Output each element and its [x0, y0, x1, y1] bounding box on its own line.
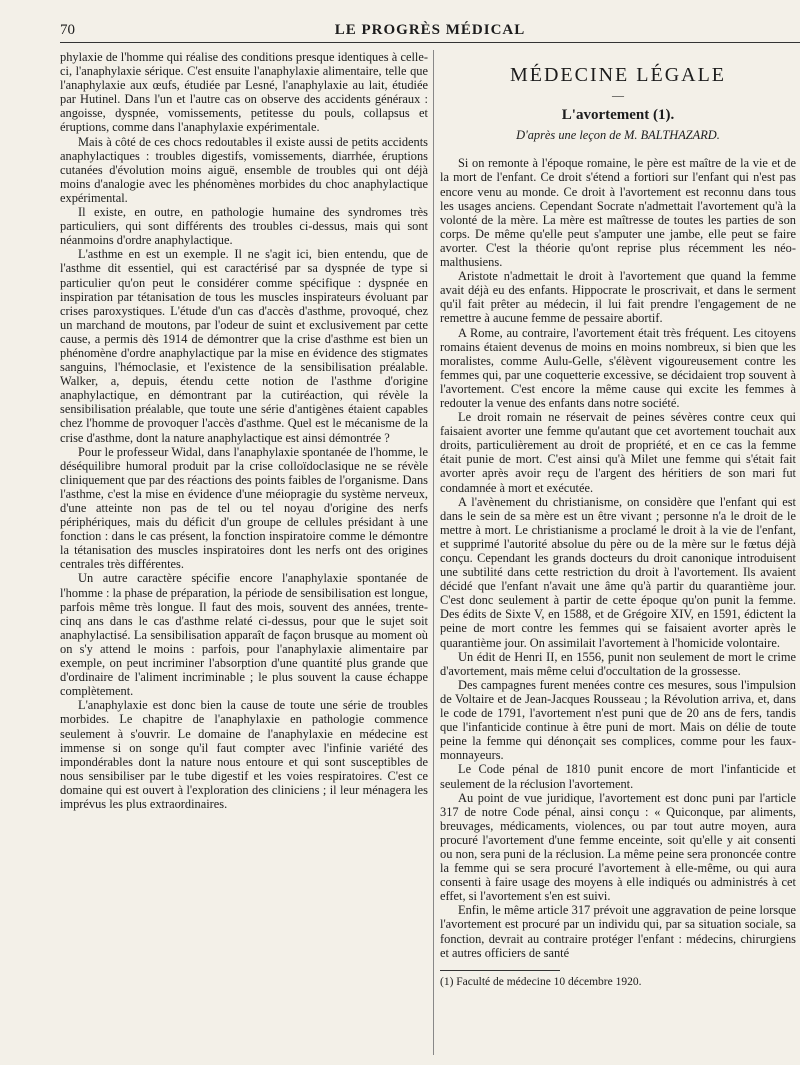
page-header — [60, 20, 800, 43]
journal-title: LE PROGRÈS MÉDICAL — [334, 22, 526, 38]
paragraph: L'asthme en est un exemple. Il ne s'agit ici, bien entendu, que de l'asthme dit essentiel, qui est caractérisé par sa dyspnée de type si particulier qu'on peut le considérer comme spécifique : dyspnée en inspiration par tétanisation de tous les muscles inspirateurs évoluant par crises paroxystiques. L'étude d'un cas d'accès d'asthme, provoqué, chez un marchand de moutons, par l'odeur de suint et exclusivement par cette cause, a permis dès 1914 de démontrer que la crise d'asthme est bien un phénomène d'ordre anaphylactique par la mise en évidence des stigmates sanguins, l'hémoclasie, et l'existence de la sensibilisation préalable. Walker, a, depuis, étendu cette notion de l'asthme d'origine anaphylactique, en démontrant par la cutiréaction, qui révèle la sensibilisation préalable, que toute une série d'antigènes étaient capables chez l'homme de provoquer l'accès d'asthme. Quel est le mécanisme de la crise d'asthme, dont la nature anaphylactique est ainsi démontrée ? — [60, 247, 428, 445]
paragraph: Des campagnes furent menées contre ces mesures, sous l'impulsion de Voltaire et de Jean-Jacques Rousseau ; la Révolution arriva, et, dans le code de 1791, l'avortement n'est puni que de 20 ans de fers, tandis que l'infanticide continue à être puni de mort. Mais on délie de toute peine la femme qui dénonçait ses complices, comme pour les faux-monnayeurs. — [440, 677, 796, 763]
footnote: (1) Faculté de médecine 10 décembre 1920. — [440, 975, 642, 988]
paragraph: A Rome, au contraire, l'avortement était très fréquent. Les citoyens romains étaient devenus de moins en moins nombreux, si bien que les moralistes, comme Aulu-Gelle, s'élèvent vigoureusement contre les femmes qui, par une coquetterie excessive, se décidaient trop souvent à l'avortement. C'est encore la même cause qui excite les femmes à redouter la venue des enfants dans notre société. — [440, 325, 796, 410]
paragraph: Pour le professeur Widal, dans l'anaphylaxie spontanée de l'homme, le déséquilibre humoral produit par la crise colloïdoclasique ne se révèle cliniquement que par des réactions des points faibles de l'organisme. Dans l'asthme, c'est la mise en évidence d'une méiopragie du système nerveux, d'une atteinte non pas de tel ou tel noyau d'origine des nerfs périphériques, mais du déficit d'un groupe de cellules présidant à une fonction : dans le cas présent, la fonction inspiratoire comme le démontre la tétanisation des muscles inspiratoires dont les nerfs ont des origines centrales très différentes. — [60, 444, 428, 572]
left-column — [60, 50, 428, 1057]
paragraph: A l'avènement du christianisme, on considère que l'enfant qui est dans le sein de sa mère est un être vivant ; personne n'a le droit de le mettre à mort. Le christianisme a proclamé le droit à la vie de l'enfant, et supprimé l'autorité absolue du père ou de la mère sur le fœtus déjà conçu. Cependant les grands docteurs du droit canonique introduisent une subtilité dans cette restriction du droit à l'avortement. Ils avaient décidé que l'enfant n'avait une âme qu'à partir du quarantième jour. C'est donc seulement à partir de cette époque qu'on punit la femme. Des édits de Sixte V, en 1588, et de Grégoire XIV, en 1591, édictent la peine de mort contre les femmes qui se faisaient avorter après le quarantième jour. On assimilait l'avortement à l'homicide volontaire. — [440, 494, 796, 650]
paragraph: Le droit romain ne réservait de peines sévères contre ceux qui faisaient avorter une femme qu'autant que cet avortement touchait aux droits, particulièrement au droit de propriété, et en ce cas la femme était punie de mort. C'est ainsi qu'à Milet une femme qui s'était fait avorter après avoir reçu de l'argent des héritiers de son mari fut condamnée à mort et exécutée. — [440, 410, 796, 495]
footnote-rule — [440, 970, 560, 971]
page-number: 70 — [60, 22, 75, 38]
paragraph: Un édit de Henri II, en 1556, punit non seulement de mort le crime d'avortement, mais même celui d'occultation de la grossesse. — [440, 649, 796, 678]
paragraph: phylaxie de l'homme qui réalise des conditions presque identiques à celle-ci, l'anaphylaxie sérique. C'est ensuite l'anaphylaxie alimentaire, telle que l'anaphylaxie aux œufs, étudiée par Lesné, l'anaphylaxie au lait, étudiée par Hutinel. Dans l'un et l'autre cas on observe des accidents généraux : angoisse, dyspnée, vomissements, petitesse du pouls, collapsus et éruptions, comme dans l'anaphylaxie expérimentale. — [60, 50, 428, 135]
paragraph: Au point de vue juridique, l'avortement est donc puni par l'article 317 de notre Code pénal, ainsi conçu : « Quiconque, par aliments, breuvages, médicaments, violences, ou par tout autre moyen, aura procuré l'avortement d'une femme enceinte, soit qu'elle y ait consenti ou non, sera puni de la réclusion. La même peine sera prononcée contre la femme qui se sera procuré l'avortement à elle-même, ou qui aura consenti à faire usage des moyens à elle indiqués ou administrés à cet effet, si l'avortement s'en est suivi. — [440, 790, 796, 904]
paragraph: Aristote n'admettait le droit à l'avortement que quand la femme avait déjà eu des enfants. Hippocrate le proscrivait, et dans le serment qu'il fait prêter au médecin, il lui fait prendre l'engagement de ne remettre à aucune femme de pessaire abortif. — [440, 269, 796, 326]
column-divider — [433, 50, 434, 1055]
paragraph: Un autre caractère spécifie encore l'anaphylaxie spontanée de l'homme : la phase de préparation, la période de sensibilisation est longue, parfois même très longue. Il faut des mois, souvent des années, trente-cinq ans dans le cas d'asthme relaté ci-dessus, pour que le sujet soit anaphylactisé. La sensibilisation apparaît de façon brusque au moment où on s'y attend le moins : parfois, pour l'anaphylaxie alimentaire par exemple, on peut incriminer l'absorption d'une quantité plus grande que d'ordinaire de l'aliment incriminable ; le plus souvent la cause échappe complètement. — [60, 571, 428, 699]
paragraph: Le Code pénal de 1810 punit encore de mort l'infanticide et seulement de la réclusion l'avortement. — [440, 762, 796, 791]
paragraph: Il existe, en outre, en pathologie humaine des syndromes très particuliers, qui sont différents des troubles ci-dessus, mais qui sont néanmoins d'ordre anaphylactique. — [60, 205, 428, 248]
article-title: L'avortement (1). — [561, 107, 675, 124]
paragraph: L'anaphylaxie est donc bien la cause de toute une série de troubles morbides. Le chapitre de l'anaphylaxie en pathologie commence seulement à s'ouvrir. Le domaine de l'anaphylaxie en médecine est immense si on songe qu'il faut compter avec l'infinie variété des impondérables dont la nature nous entoure et qui sont susceptibles de nous sensibiliser par le tube digestif et les voies respiratoires. C'est ce domaine qui est ouvert à l'exploration des cliniciens ; il leur ménagera les imprévus les plus extraordinaires. — [60, 698, 428, 811]
paragraph: Mais à côté de ces chocs redoutables il existe aussi de petits accidents anaphylactiques : troubles digestifs, vomissements, diarrhée, éruptions cutanées d'évolution moins aiguë, ensemble de troubles qui ont déjà moins d'analogie avec les phénomènes morbides du choc anaphylactique expérimental. — [60, 134, 428, 205]
paragraph: Enfin, le même article 317 prévoit une aggravation de peine lorsque l'avortement est procuré par un individu qui, par sa situation sociale, sa fonction, devrait au contraire protéger l'enfant : médecins, chirurgiens et autres officiers de santé — [440, 903, 796, 960]
paragraph: Si on remonte à l'époque romaine, le père est maître de la vie et de la mort de l'enfant. Ce droit s'étend a fortiori sur l'enfant qui n'est pas encore venu au monde. Ce droit à l'avortement est reconnu dans tous les usages anciens. Cependant Socrate n'admettait l'avortement qu'à la volonté de la mère. La mère est maîtresse de toutes les parties de son corps. De même qu'elle peut s'amputer une jambe, elle peut se faire avorter. C'est la théorie qu'ont reprise plus récemment les néo-malthusiens. — [440, 156, 796, 270]
title-dash: — — [612, 88, 624, 103]
right-column — [440, 50, 796, 1057]
article-subtitle: D'après une leçon de M. BALTHAZARD. — [516, 128, 720, 143]
section-title: MÉDECINE LÉGALE — [509, 64, 727, 86]
